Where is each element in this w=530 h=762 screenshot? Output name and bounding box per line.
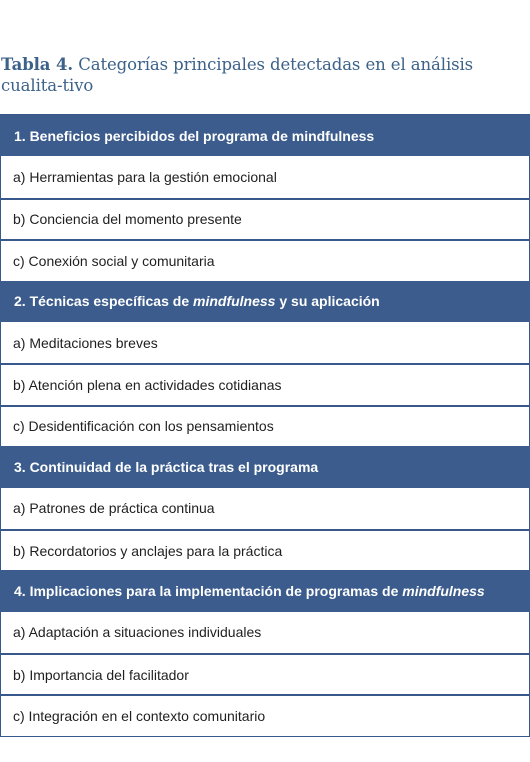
category-header — [0, 446, 530, 487]
subcategory-label: c) Desidentificación con los pensamientos — [13, 418, 274, 435]
subcategory-row — [0, 529, 530, 570]
table-caption-text: Categorías principales detectadas en el análisis cualita-tivo — [1, 55, 474, 95]
category-header — [0, 570, 530, 611]
category-header-text: 1. Beneficios percibidos del programa de mindfulness — [14, 127, 375, 144]
subcategory-label: b) Recordatorios y anclajes para la práctica — [13, 542, 283, 559]
subcategory-row — [0, 488, 530, 529]
subcategory-row — [0, 363, 530, 404]
table-caption-label: Tabla 4. — [1, 55, 74, 74]
subcategory-row — [0, 198, 530, 239]
subcategory-label: b) Importancia del facilitador — [13, 666, 189, 683]
table-caption — [1, 54, 527, 96]
subcategory-label: a) Patrones de práctica continua — [13, 500, 215, 517]
subcategory-label: c) Integración en el contexto comunitario — [13, 708, 266, 725]
category-header-text: 2. Técnicas específicas de — [14, 293, 193, 310]
subcategory-row — [0, 156, 530, 197]
subcategory-row — [0, 322, 530, 363]
category-header-emphasis: mindfulness — [193, 293, 276, 310]
subcategory-row — [0, 239, 530, 280]
category-header-emphasis: mindfulness — [402, 582, 485, 599]
subcategory-label: a) Herramientas para la gestión emocional — [13, 169, 277, 186]
category-header-text-end: y su aplicación — [275, 293, 380, 310]
subcategory-row — [0, 612, 530, 653]
subcategory-label: a) Adaptación a situaciones individuales — [13, 624, 262, 641]
categories-table — [0, 114, 530, 737]
subcategory-row — [0, 405, 530, 446]
subcategory-label: a) Meditaciones breves — [13, 334, 158, 351]
subcategory-label: c) Conexión social y comunitaria — [13, 252, 215, 269]
subcategory-row — [0, 694, 530, 735]
subcategory-label: b) Conciencia del momento presente — [13, 211, 242, 228]
category-header-text: 4. Implicaciones para la implementación de programas de — [14, 582, 403, 599]
category-header — [0, 281, 530, 322]
subcategory-label: b) Atención plena en actividades cotidianas — [13, 377, 282, 394]
category-header — [0, 115, 530, 156]
subcategory-row — [0, 653, 530, 694]
category-header-text: 3. Continuidad de la práctica tras el programa — [14, 458, 319, 475]
